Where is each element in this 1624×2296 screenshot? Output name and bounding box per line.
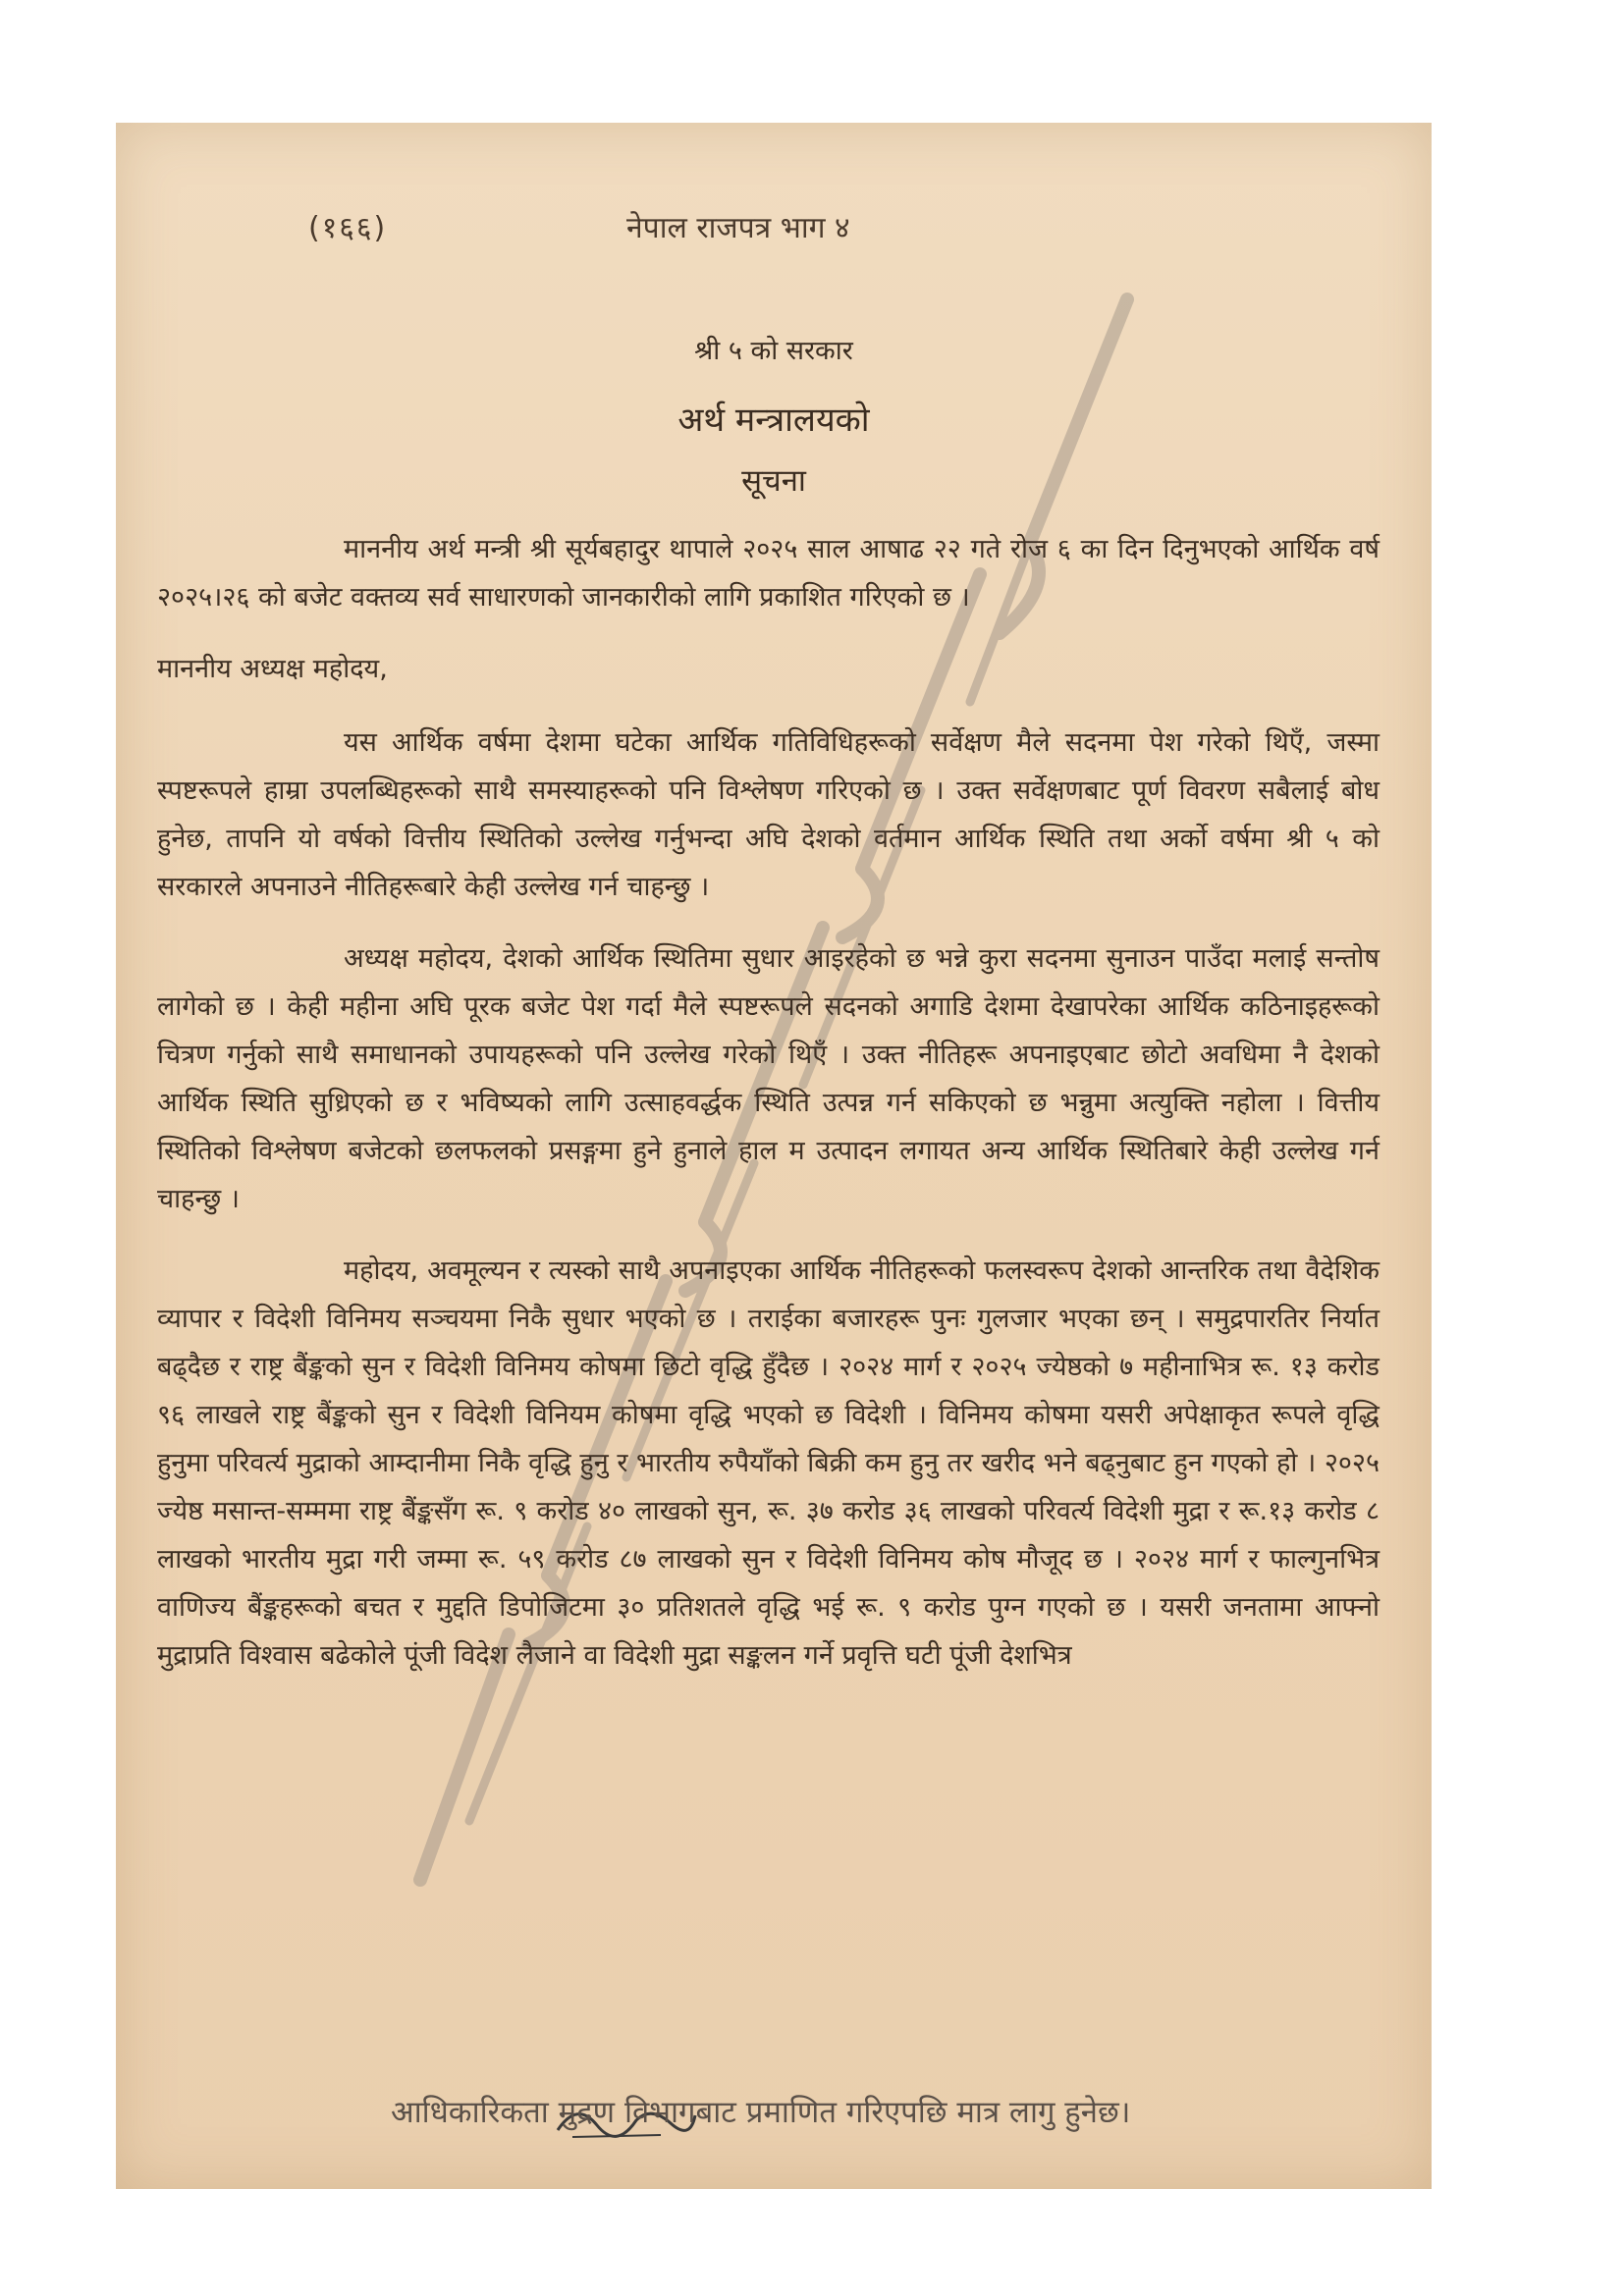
authentication-footer: आधिकारिकता मुद्रण विभागबाट प्रमाणित गरिएपछि मात्र लागु हुनेछ। xyxy=(391,2095,1131,2130)
gazette-title: नेपाल राजपत्र भाग ४ xyxy=(626,211,850,245)
paragraph: महोदय, अवमूल्यन र त्यस्को साथै अपनाइएका आर्थिक नीतिहरूको फलस्वरूप देशको आन्तरिक तथा वैदेशिक व्यापार र विदेशी विनिमय सञ्चयमा निकै सुधार भएको छ । तराईका बजारहरू पुनः गुलजार भएका छन् । समुद्रपारतिर निर्यात बढ्दैछ र राष्ट्र बैंङ्कको सुन र विदेशी विनिमय कोषमा छिटो वृद्धि हुँदैछ । २०२४ मार्ग र २०२५ ज्येष्ठको ७ महीनाभित्र रू. १३ करोड ९६ लाखले राष्ट्र बैंङ्कको सुन र विदेशी विनियम कोषमा वृद्धि भएको छ विदेशी । विनिमय कोषमा यसरी अपेक्षाकृत रूपले वृद्धि हुनुमा परिवर्त्य मुद्राको आम्दानीमा निकै वृद्धि हुनु र भारतीय रुपैयाँको बिक्री कम हुनु तर खरीद भने बढ्नुबाट हुन गएको हो । २०२५ ज्येष्ठ मसान्त-सम्ममा राष्ट्र बैंङ्कसँग रू. ९ करोड ४० लाखको सुन, रू. ३७ करोड ३६ लाखको परिवर्त्य विदेशी मुद्रा र रू.१३ करोड ८ लाखको भारतीय मुद्रा गरी जम्मा रू. ५९ करोड ८७ लाखको सुन र विदेशी विनिमय कोष मौजूद छ । २०२४ मार्ग र फाल्गुनभित्र वाणिज्य बैंङ्कहरूको बचत र मुद्दति डिपोजिटमा ३० प्रतिशतले वृद्धि भई रू. ९ करोड पुग्न गएको छ । यसरी जनतामा आफ्नो मुद्राप्रति विश्वास बढेकोले पूंजी विदेश लैजाने वा विदेशी मुद्रा सङ्कलन गर्ने प्रवृत्ति घटी पूंजी देशभित्र xyxy=(157,1255,1380,1671)
notice-title: सूचना xyxy=(741,463,806,499)
salutation: माननीय अध्यक्ष महोदय, xyxy=(157,654,388,684)
ministry-heading: अर्थ मन्त्रालयको xyxy=(677,400,870,440)
paragraph: यस आर्थिक वर्षमा देशमा घटेका आर्थिक गतिविधिहरूको सर्वेक्षण मैले सदनमा पेश गरेको थिएँ, जस्मा स्पष्टरूपले हाम्रा उपलब्धिहरूको साथै समस्याहरूको पनि विश्लेषण गरिएको छ । उक्त सर्वेक्षणबाट पूर्ण विवरण सबैलाई बोध हुनेछ, तापनि यो वर्षको वित्तीय स्थितिको उल्लेख गर्नुभन्दा अघि देशको वर्तमान आर्थिक स्थिति तथा अर्को वर्षमा श्री ५ को सरकारले अपनाउने नीतिहरूबारे केही उल्लेख गर्न चाहन्छु । xyxy=(157,727,1380,902)
issuer-heading: श्री ५ को सरकार xyxy=(694,336,853,366)
paragraph: अध्यक्ष महोदय, देशको आर्थिक स्थितिमा सुधार आइरहेको छ भन्ने कुरा सदनमा सुनाउन पाउँदा मलाई सन्तोष लागेको छ । केही महीना अघि पूरक बजेट पेश गर्दा मैले स्पष्टरूपले सदनको अगाडि देशमा देखापरेका आर्थिक कठिनाइहरूको चित्रण गर्नुको साथै समाधानको उपायहरूको पनि उल्लेख गरेको थिएँ । उक्त नीतिहरू अपनाइएबाट छोटो अवधिमा नै देशको आर्थिक स्थिति सुध्रिएको छ र भविष्यको लागि उत्साहवर्द्धक स्थिति उत्पन्न गर्न सकिएको छ भन्नुमा अत्युक्ति नहोला । वित्तीय स्थितिको विश्लेषण बजेटको छलफलको प्रसङ्गमा हुने हुनाले हाल म उत्पादन लगायत अन्य आर्थिक स्थितिबारे केही उल्लेख गर्न चाहन्छु । xyxy=(157,943,1380,1214)
body-text xyxy=(157,525,1380,1703)
page-number: (१६६) xyxy=(308,211,388,245)
gazette-page xyxy=(116,123,1432,2189)
intro-paragraph: माननीय अर्थ मन्त्री श्री सूर्यबहादुर थापाले २०२५ साल आषाढ २२ गते रोज ६ का दिन दिनुभएको आर्थिक वर्ष २०२५।२६ को बजेट वक्तव्य सर्व साधारणको जानकारीको लागि प्रकाशित गरिएको छ । xyxy=(157,534,1380,613)
